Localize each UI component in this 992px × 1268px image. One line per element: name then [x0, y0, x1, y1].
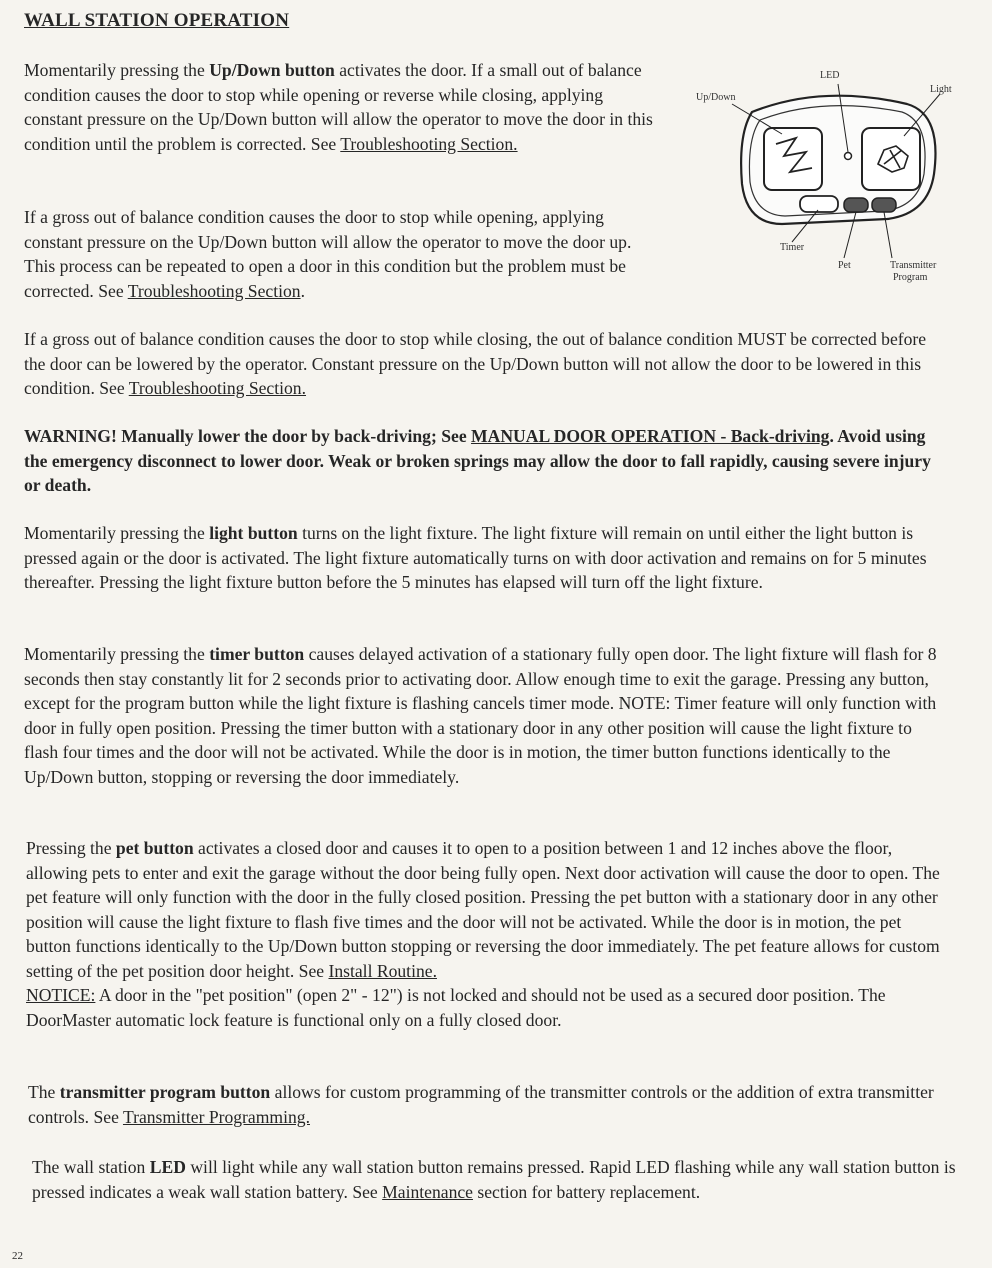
- page-title: WALL STATION OPERATION: [24, 10, 290, 31]
- bold-term: transmitter program button: [59, 1082, 271, 1102]
- label-updown: Up/Down: [696, 92, 736, 103]
- up-down-button-icon: [764, 128, 822, 190]
- text: turns on the light fixture. The light fixture will remain on until either the light button is pressed again or the door is activated. The light fixture automatically turns on with door activation and remains on for 5 minutes thereafter. Pressing the light fixture button before the 5 minutes has elapsed will turn off the light fixture.: [24, 523, 927, 592]
- warning-paragraph: [24, 424, 934, 498]
- text: If a gross out of balance condition causes the door to stop while closing, the out of balance condition MUST be corrected before the door can be lowered by the operator. Constant pressure on the Up/Down button will not allow the door to be lowered in this condition. See: [24, 329, 927, 398]
- troubleshooting-link[interactable]: Troubleshooting Section.: [340, 133, 518, 154]
- troubleshooting-link[interactable]: Troubleshooting Section: [127, 280, 301, 301]
- transmitter-programming-link[interactable]: Transmitter Programming.: [122, 1106, 310, 1127]
- text: allows for custom programming of the transmitter controls or the addition of extra transmitter controls. See: [28, 1082, 934, 1127]
- text: Momentarily pressing the: [24, 60, 210, 80]
- text: The wall station: [32, 1157, 150, 1177]
- text: . Avoid using the emergency disconnect to lower door. Weak or broken springs may allow the door to fall rapidly, causing severe injury or death.: [24, 426, 931, 495]
- timer-button-icon: [800, 196, 838, 212]
- gross-closing-paragraph: [24, 327, 949, 401]
- program-button-icon: [872, 198, 896, 212]
- text: A door in the "pet position" (open 2" - 12") is not locked and should not be used as a secured door position. The DoorMaster automatic lock feature is functional only on a fully closed door.: [26, 985, 886, 1030]
- timer-button-paragraph: [24, 642, 949, 789]
- bold-term: timer button: [209, 644, 305, 664]
- text: If a gross out of balance condition causes the door to stop while opening, applying constant pressure on the Up/Down button will allow the operator to move the door up. This process can be repeated to open a door in this condition but the problem must be corrected. See: [24, 207, 632, 301]
- text: .: [300, 280, 305, 301]
- text: activates the door. If a small out of balance condition causes the door to stop while opening or reverse while closing, applying constant pressure on the Up/Down button will allow the operator to move the door in this condition until the problem is corrected. See: [24, 60, 653, 154]
- manual-door-operation-link[interactable]: MANUAL DOOR OPERATION - Back-driving: [471, 426, 830, 446]
- label-light: Light: [930, 84, 952, 95]
- led-icon: [845, 153, 852, 160]
- text: The: [28, 1082, 60, 1102]
- notice-label: NOTICE:: [26, 985, 96, 1005]
- text: Momentarily pressing the: [24, 644, 210, 664]
- led-paragraph: [32, 1155, 962, 1204]
- gross-opening-paragraph: [24, 205, 664, 303]
- pet-button-icon: [844, 198, 868, 212]
- text: Pressing the: [26, 838, 116, 858]
- text: will light while any wall station button remains pressed. Rapid LED flashing while any wall station button is pressed indicates a weak wall station battery. See: [32, 1157, 956, 1202]
- label-transmitter: Transmitter: [890, 260, 937, 271]
- text: WARNING! Manually lower the door by back-driving; See: [24, 426, 472, 446]
- bold-term: Up/Down button: [209, 60, 335, 80]
- text: causes delayed activation of a stationary fully open door. The light fixture will flash for 8 seconds then stay constantly lit for 2 seconds prior to activating door. Allow enough time to exit the garage. Pressing any button, except for the program button while the light fixture is flashing cancels timer mode. NOTE: Timer feature will only function with door in fully open position. Pressing the timer button with a stationary door in any other position will cause the light fixture to flash four times and the door will not be activated. While the door is in motion, the timer button functions identically to the Up/Down button, stopping or reversing the door immediately.: [24, 644, 937, 787]
- troubleshooting-link[interactable]: Troubleshooting Section.: [128, 378, 307, 398]
- page-number: 22: [12, 1250, 23, 1262]
- bold-term: light button: [209, 523, 298, 543]
- transmitter-paragraph: [28, 1080, 948, 1129]
- text: section for battery replacement.: [472, 1181, 701, 1202]
- maintenance-link[interactable]: Maintenance: [382, 1181, 473, 1202]
- label-timer: Timer: [780, 242, 805, 253]
- light-button-paragraph: [24, 521, 949, 595]
- label-program: Program: [893, 272, 928, 283]
- install-routine-link[interactable]: Install Routine.: [328, 960, 437, 981]
- bold-term: pet button: [115, 838, 194, 858]
- text: activates a closed door and causes it to open to a position between 1 and 12 inches above the floor, allowing pets to enter and exit the garage without the door being fully open. Next door activation will cause the door to open. The pet feature will only function with the door in the fully closed position. Pressing the pet button with a stationary door in any other position will cause the light fixture to flash five times and the door will not be activated. While the door is in motion, the pet button functions identically to the Up/Down button stopping or reversing the door immediately. The pet feature allows for custom setting of the pet position door height. See: [26, 838, 940, 981]
- pet-button-paragraph: [26, 836, 946, 1032]
- updown-paragraph: [24, 58, 664, 156]
- label-led: LED: [820, 70, 840, 81]
- text: Momentarily pressing the: [24, 523, 210, 543]
- bold-term: LED: [149, 1157, 186, 1177]
- wall-station-diagram: [672, 64, 972, 294]
- label-pet: Pet: [838, 260, 851, 271]
